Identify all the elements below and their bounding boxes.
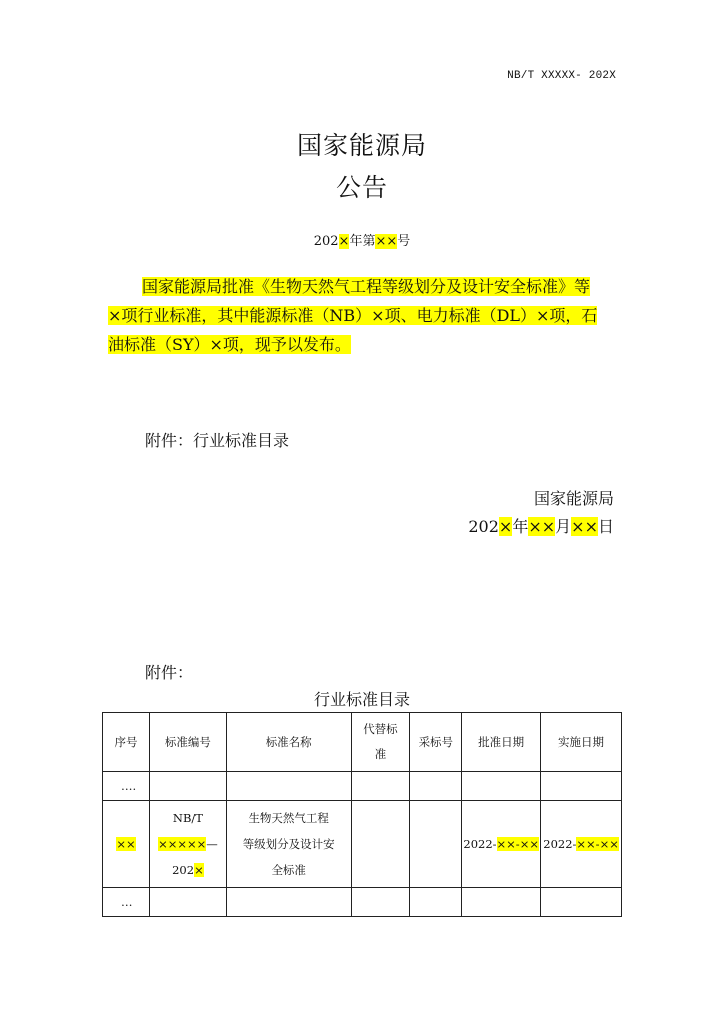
- header-replace: 代替标 准: [351, 713, 410, 772]
- table-title: 行业标准目录: [313, 690, 410, 709]
- header-adopt: 采标号: [410, 713, 462, 772]
- body-line-2: ×项行业标准，其中能源标准（NB）×项、电力标准（DL）×项，石: [108, 306, 598, 325]
- table-row: [103, 801, 622, 888]
- document-number: [0, 230, 724, 249]
- cell-std-name: 生物天然气工程 等级划分及设计安 全标准: [226, 801, 351, 888]
- body-line-3: 油标准（SY）×项，现予以发布。: [108, 335, 351, 354]
- cell-seq: ××: [103, 801, 150, 888]
- docnum-suffix: 号: [397, 234, 411, 249]
- cell-replace: [351, 801, 410, 888]
- cell-seq: …: [103, 888, 150, 917]
- cell-std-no: NB/T ×××××— 202×: [149, 801, 226, 888]
- standard-code-header: NB/T XXXXX- 202X: [507, 70, 616, 82]
- standards-table: [102, 712, 622, 917]
- header-implement: 实施日期: [541, 713, 622, 772]
- body-line-1: 国家能源局批准《生物天然气工程等级划分及设计安全标准》等: [142, 277, 591, 296]
- cell-seq: ….: [103, 772, 150, 801]
- cell-adopt: [410, 801, 462, 888]
- header-std-name: 标准名称: [226, 713, 351, 772]
- sign-date: 202×年××月××日: [468, 517, 614, 536]
- docnum-placeholder-2: ××: [375, 234, 398, 249]
- cell-implement-date: 2022-××-××: [541, 801, 622, 888]
- docnum-placeholder-1: ×: [338, 234, 350, 249]
- docnum-mid: 年第: [349, 234, 376, 249]
- header-seq: 序号: [103, 713, 150, 772]
- signer-org: 国家能源局: [533, 489, 614, 508]
- header-approve: 批准日期: [462, 713, 541, 772]
- annex-reference: 附件：行业标准目录: [145, 431, 290, 450]
- page-subtitle: 公告: [335, 173, 388, 202]
- table-row: [103, 888, 622, 917]
- cell-approve-date: 2022-××-××: [462, 801, 541, 888]
- page-title: 国家能源局: [296, 131, 427, 160]
- table-row: [103, 772, 622, 801]
- annex-heading: 附件：: [145, 663, 194, 682]
- table-header-row: [103, 713, 622, 772]
- header-std-no: 标准编号: [149, 713, 226, 772]
- docnum-prefix: 202: [313, 234, 339, 249]
- announcement-body: [108, 272, 620, 359]
